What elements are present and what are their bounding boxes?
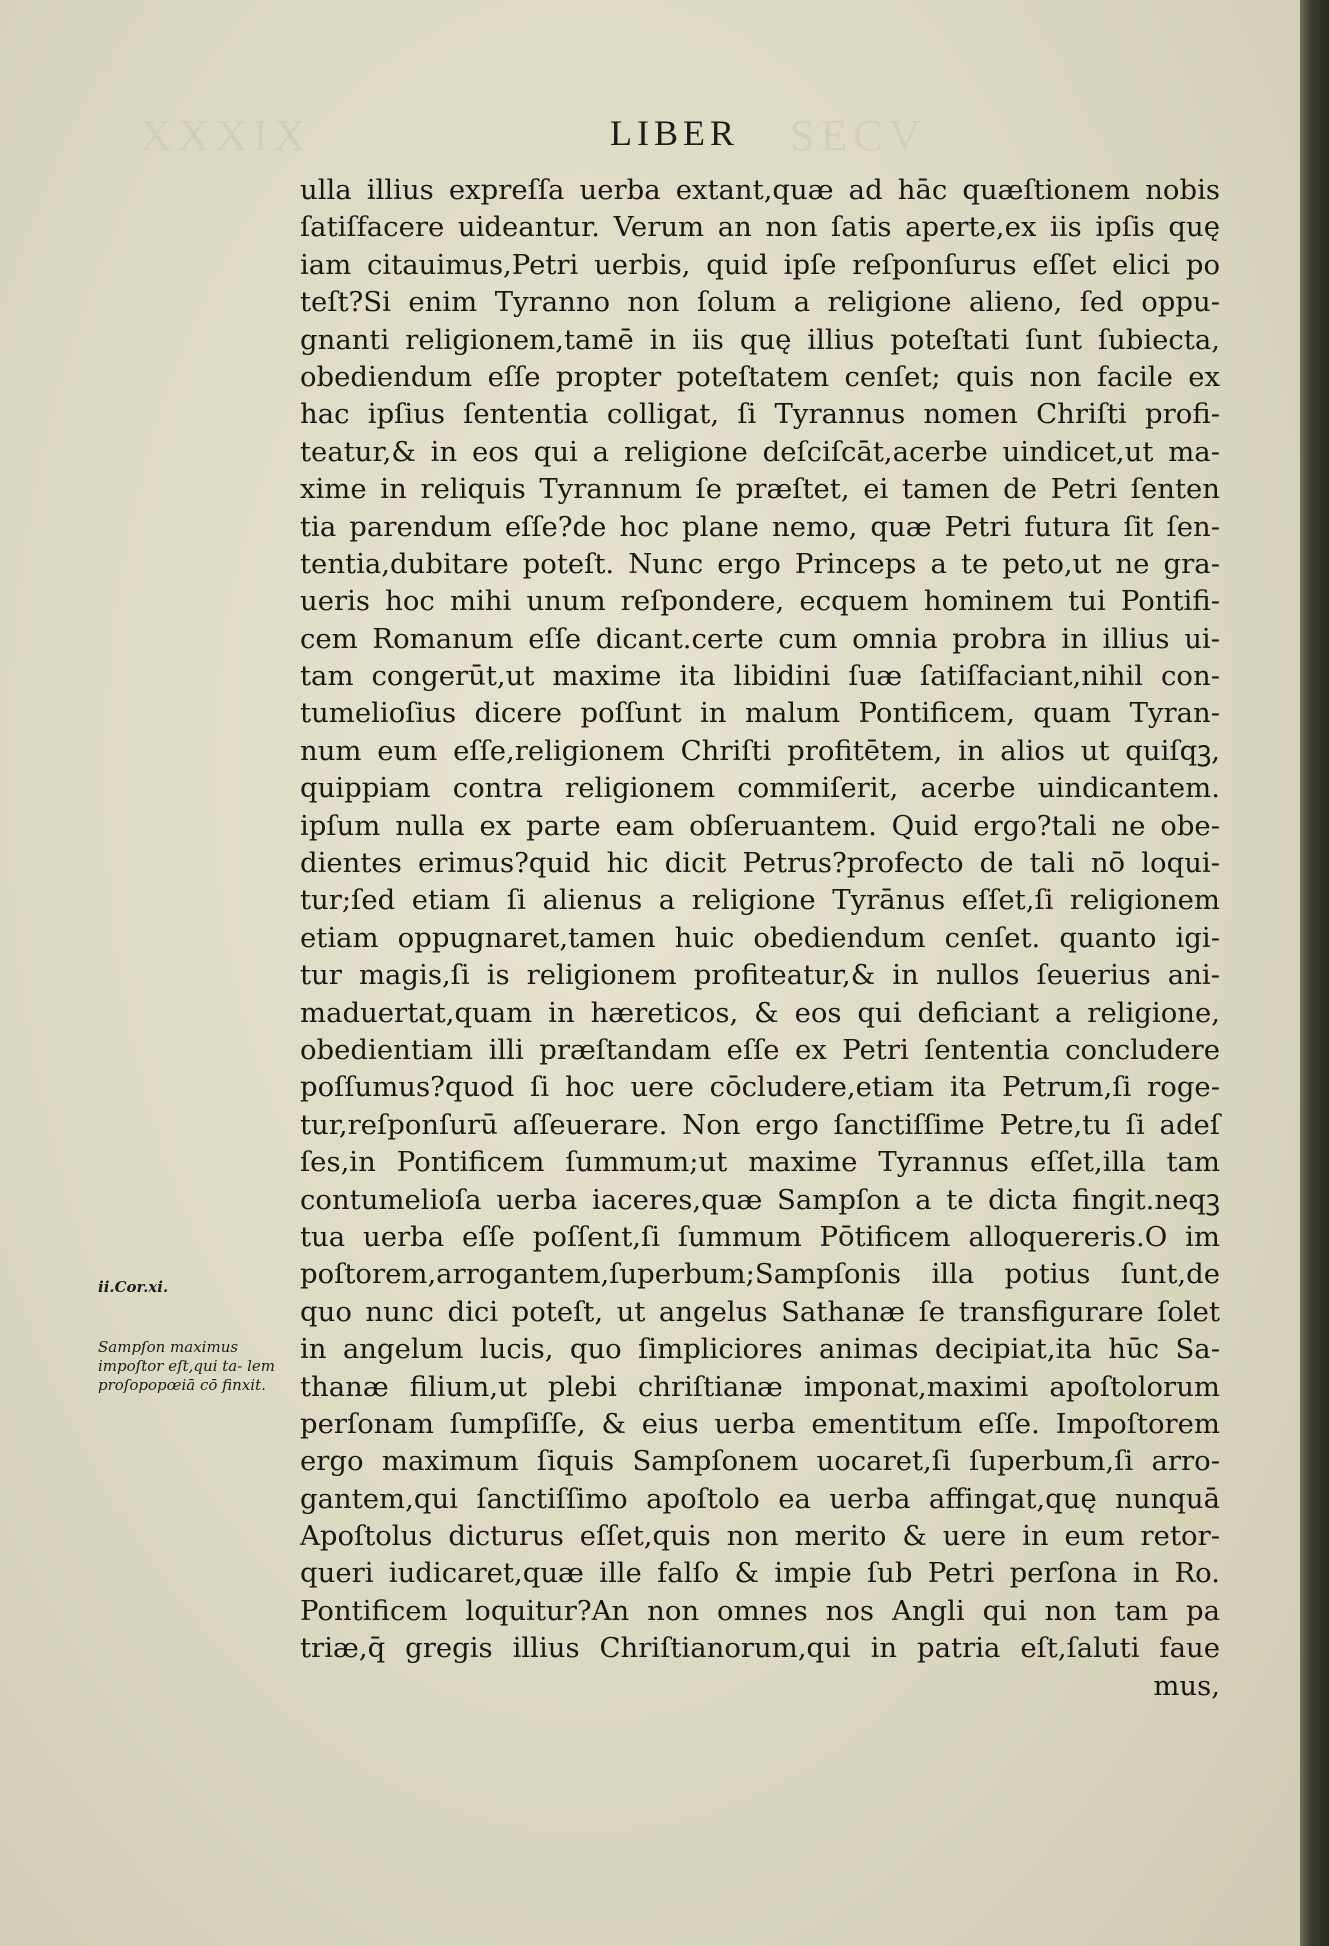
text-line: triæ,q̄ gregis illius Chriſtianorum,qui in patria eſt,ſaluti faue — [300, 1632, 1220, 1665]
text-line: contumelioſa uerba iaceres,quæ Sampſon a te dicta fingit.neqꝫ — [300, 1183, 1220, 1216]
margin-note: Sampſon maximus impoſtor eſt,qui ta- lem proſopopœiā cō finxit. — [98, 1338, 275, 1394]
text-line: dientes erimus?quid hic dicit Petrus?profecto de tali nō loqui- — [300, 847, 1220, 880]
text-line: tua uerba eſſe poſſent,ſi ſummum Pōtificem alloquereris.O im — [300, 1220, 1220, 1253]
text-line: tumelioſius dicere poſſunt in malum Pontificem, quam Tyran- — [300, 697, 1220, 730]
text-line: obediendum eſſe propter poteſtatem cenſet; quis non facile ex — [300, 360, 1220, 393]
text-line: cem Romanum eſſe dicant.certe cum omnia probra in illius ui- — [300, 622, 1220, 655]
text-line: Apoſtolus dicturus eſſet,quis non merito & uere in eum retor- — [300, 1520, 1220, 1553]
text-line: poſtorem,arrogantem,ſuperbum;Sampſonis illa potius ſunt,de — [300, 1258, 1220, 1291]
text-line: ſatiſfacere uideantur. Verum an non ſatis aperte,ex iis ipſis quę — [300, 211, 1220, 244]
text-line: quippiam contra religionem commiſerit, acerbe uindicantem. — [300, 772, 1220, 805]
bleed-through-right: SECV — [790, 111, 927, 160]
margin-reference: ii.Cor.xi. — [98, 1278, 169, 1296]
text-line: etiam oppugnaret,tamen huic obediendum cenſet. quanto igi- — [300, 921, 1220, 954]
text-line: num eum eſſe,religionem Chriſti profitētem, in alios ut quiſqꝫ, — [300, 734, 1220, 767]
text-line: Pontificem loquitur?An non omnes nos Angli qui non tam pa — [300, 1594, 1220, 1627]
text-line: ipſum nulla ex parte eam obſeruantem. Quid ergo?tali ne obe- — [300, 809, 1220, 842]
text-line: tur;ſed etiam ſi alienus a religione Tyrānus eſſet,ſi religionem — [300, 884, 1220, 917]
main-text-block — [300, 172, 1220, 1705]
text-line: gnanti religionem,tamē in iis quę illius poteſtati ſunt ſubiecta, — [300, 323, 1220, 356]
text-line: queri iudicaret,quæ ille falſo & impie ſub Petri perſona in Ro. — [300, 1557, 1220, 1590]
text-line: obedientiam illi præſtandam eſſe ex Petri ſententia concludere — [300, 1033, 1220, 1066]
text-line: teſt?Si enim Tyranno non ſolum a religione alieno, ſed oppu- — [300, 286, 1220, 319]
bleed-through-left: XXXIX — [140, 111, 312, 160]
text-line: in angelum lucis, quo ſimpliciores animas decipiat,ita hūc Sa- — [300, 1333, 1220, 1366]
text-line: tia parendum eſſe?de hoc plane nemo, quæ Petri futura ſit ſen- — [300, 510, 1220, 543]
text-line: tam congerūt,ut maxime ita libidini ſuæ ſatiſfaciant,nihil con- — [300, 660, 1220, 693]
text-line: poſſumus?quod ſi hoc uere cōcludere,etiam ita Petrum,ſi roge- — [300, 1071, 1220, 1104]
text-line: ueris hoc mihi unum reſpondere, ecquem hominem tui Pontifi- — [300, 585, 1220, 618]
text-line: tur,reſponſurū aſſeuerare. Non ergo ſanctiſſime Petre,tu ſi adeſ — [300, 1108, 1220, 1141]
text-line: tentia,dubitare poteſt. Nunc ergo Princeps a te peto,ut ne gra- — [300, 547, 1220, 580]
text-line: teatur,& in eos qui a religione deſciſcāt,acerbe uindicet,ut ma- — [300, 435, 1220, 468]
catchword: mus, — [1153, 1669, 1220, 1702]
running-head: LIBER — [610, 113, 739, 153]
text-line: xime in reliquis Tyrannum ſe præſtet, ei tamen de Petri ſenten — [300, 473, 1220, 506]
text-line: perſonam ſumpſiſſe, & eius uerba ementitum eſſe. Impoſtorem — [300, 1407, 1220, 1440]
text-line: ulla illius expreſſa uerba extant,quæ ad hāc quæſtionem nobis — [300, 174, 1220, 206]
text-line: tur magis,ſi is religionem profiteatur,& in nullos ſeuerius ani- — [300, 959, 1220, 992]
book-gutter-edge — [1300, 0, 1329, 1946]
text-line: hac ipſius ſententia colligat, ſi Tyrannus nomen Chriſti profi- — [300, 398, 1220, 431]
text-line: ſes,in Pontificem ſummum;ut maxime Tyrannus eſſet,illa tam — [300, 1146, 1220, 1179]
text-line: thanæ filium,ut plebi chriſtianæ imponat,maximi apoſtolorum — [300, 1370, 1220, 1403]
text-line: quo nunc dici poteſt, ut angelus Sathanæ ſe transfigurare ſolet — [300, 1295, 1220, 1328]
text-line: iam citauimus,Petri uerbis, quid ipſe reſponſurus eſſet elici po — [300, 248, 1220, 281]
text-line: gantem,qui ſanctiſſimo apoſtolo ea uerba affingat,quę nunquā — [300, 1482, 1220, 1515]
text-line: maduertat,quam in hæreticos, & eos qui deficiant a religione, — [300, 996, 1220, 1029]
text-line: ergo maximum ſiquis Sampſonem uocaret,ſi ſuperbum,ſi arro- — [300, 1445, 1220, 1478]
